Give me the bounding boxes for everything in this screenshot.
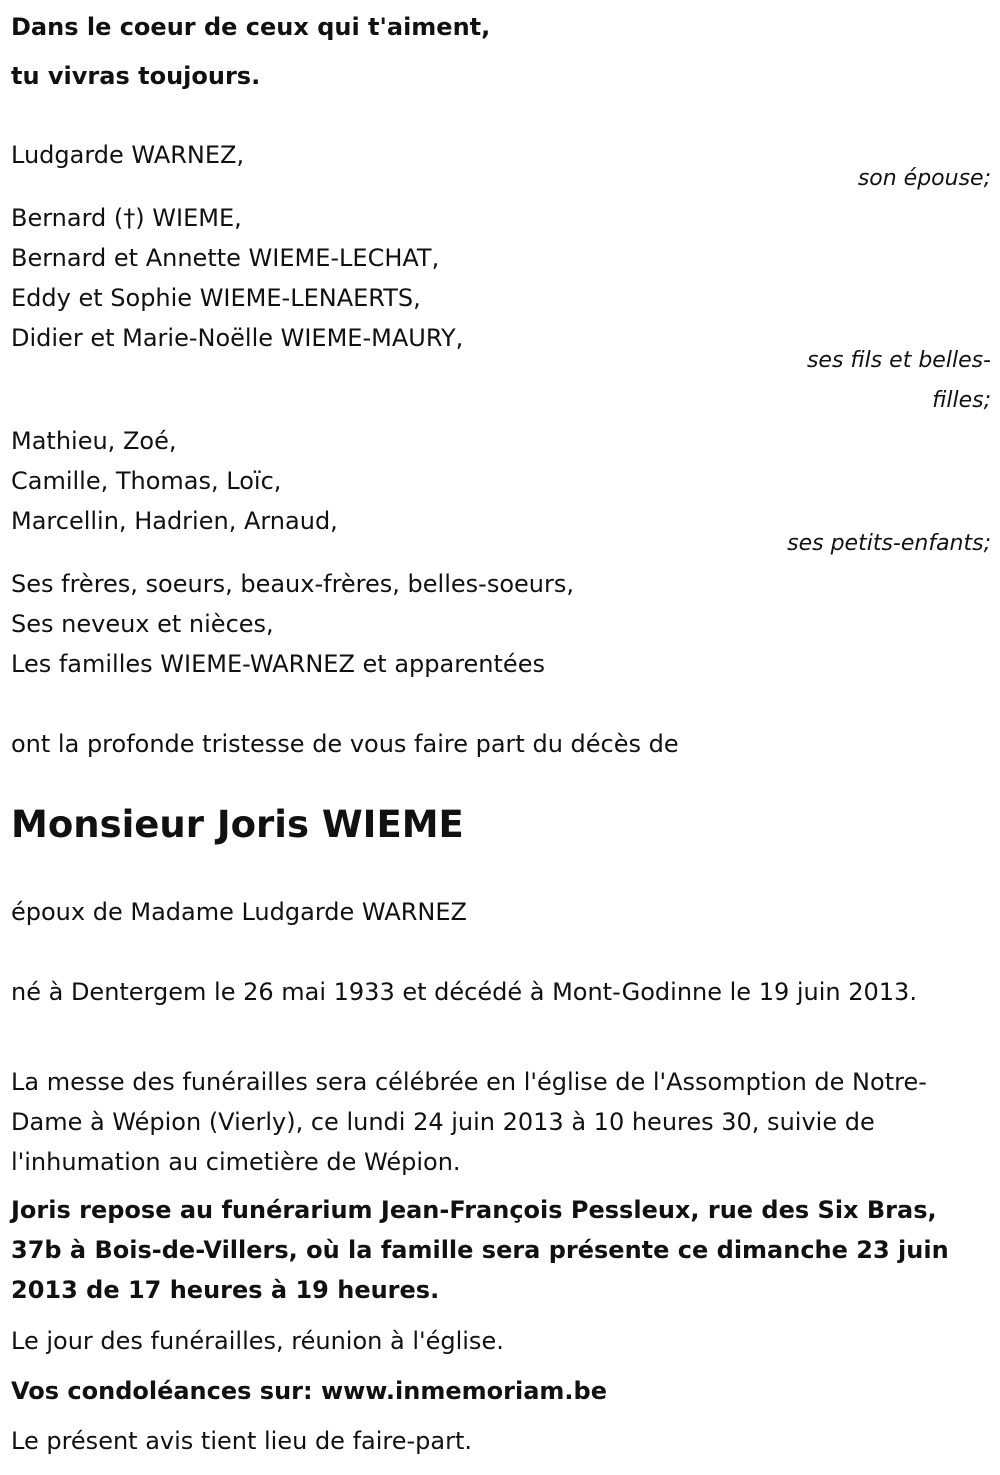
child-name-4: Didier et Marie-Noëlle WIEME-MAURY, [11, 324, 464, 352]
epigraph-line-1: Dans le coeur de ceux qui t'aiment, [11, 13, 491, 41]
grandchild-names-3: Marcellin, Hadrien, Arnaud, [11, 507, 338, 535]
child-name-3: Eddy et Sophie WIEME-LENAERTS, [11, 284, 421, 312]
notice-text: Le présent avis tient lieu de faire-part. [11, 1427, 473, 1455]
funeral-text: La messe des funérailles sera célébrée en l'église de l'Assomption de Notre-Dame à Wépion (Vierly), ce lundi 24 juin 2013 à 10 heures 30, suivie de l'inhumation au cimetière de Wépion. [11, 1068, 927, 1176]
child-name-1: Bernard (†) WIEME, [11, 204, 242, 232]
birth-death-text: né à Dentergem le 26 mai 1933 et décédé à Mont-Godinne le 19 juin 2013. [11, 978, 917, 1006]
condolences-text: Vos condoléances sur: www.inmemoriam.be [11, 1377, 607, 1405]
child-name-2: Bernard et Annette WIEME-LECHAT, [11, 244, 440, 272]
meeting-text: Le jour des funérailles, réunion à l'église. [11, 1327, 504, 1355]
epigraph-line-2: tu vivras toujours. [11, 62, 261, 90]
children-relation-line-1: ses fils et belles- [806, 348, 991, 373]
grandchild-names-1: Mathieu, Zoé, [11, 427, 177, 455]
spouse-relation: son épouse; [857, 166, 991, 191]
grandchild-names-2: Camille, Thomas, Loïc, [11, 467, 282, 495]
spouse-name: Ludgarde WARNEZ, [11, 141, 245, 169]
grandchildren-relation: ses petits-enfants; [787, 531, 991, 556]
spouse-of-text: époux de Madame Ludgarde WARNEZ [11, 898, 467, 926]
announcement-text: ont la profonde tristesse de vous faire part du décès de [11, 730, 679, 758]
children-relation-line-2: filles; [932, 388, 991, 413]
viewing-text: Joris repose au funérarium Jean-François Pessleux, rue des Six Bras, 37b à Bois-de-Villers, où la famille sera présente ce dimanche 23 juin 2013 de 17 heures à 19 heures. [11, 1196, 949, 1304]
family-line-3: Les familles WIEME-WARNEZ et apparentées [11, 650, 545, 678]
family-line-2: Ses neveux et nièces, [11, 610, 274, 638]
family-line-1: Ses frères, soeurs, beaux-frères, belles-soeurs, [11, 570, 574, 598]
deceased-name: Monsieur Joris WIEME [11, 803, 464, 846]
